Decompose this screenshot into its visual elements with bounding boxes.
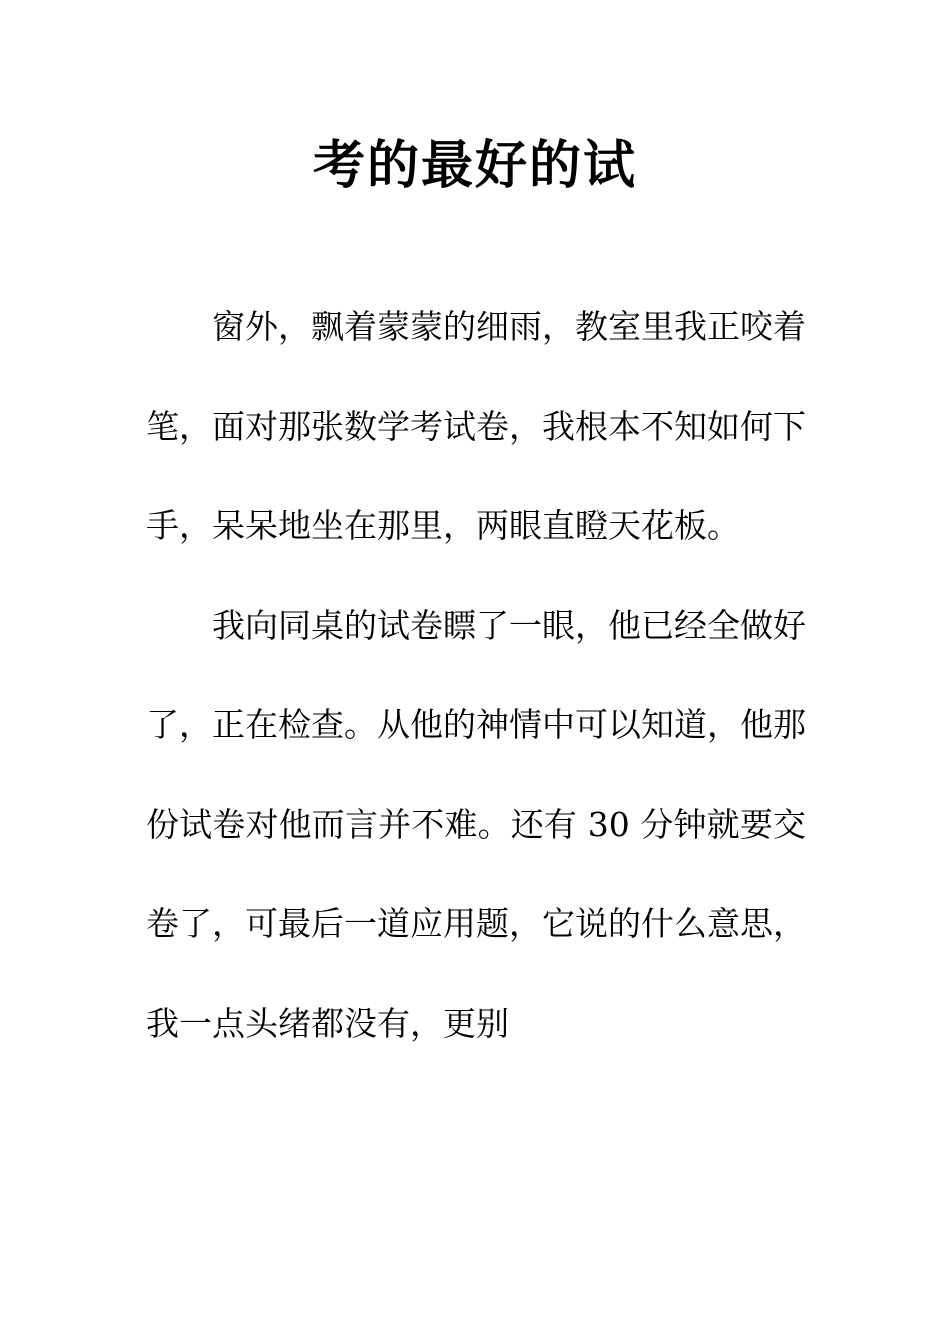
document-title: 考的最好的试 bbox=[312, 135, 637, 196]
paragraph-1: 窗外，飘着蒙蒙的细雨，教室里我正咬着笔，面对那张数学考试卷，我根本不知如何下手，呆呆地坐在那里，两眼直瞪天花板。 bbox=[146, 307, 806, 545]
document-body bbox=[146, 277, 806, 1073]
paragraph-2: 我向同桌的试卷瞟了一眼，他已经全做好了，正在检查。从他的神情中可以知道，他那份试卷对他而言并不难。还有 30 分钟就要交卷了，可最后一道应用题，它说的什么意思，我一点头绪都没有，更别 bbox=[146, 605, 806, 1043]
